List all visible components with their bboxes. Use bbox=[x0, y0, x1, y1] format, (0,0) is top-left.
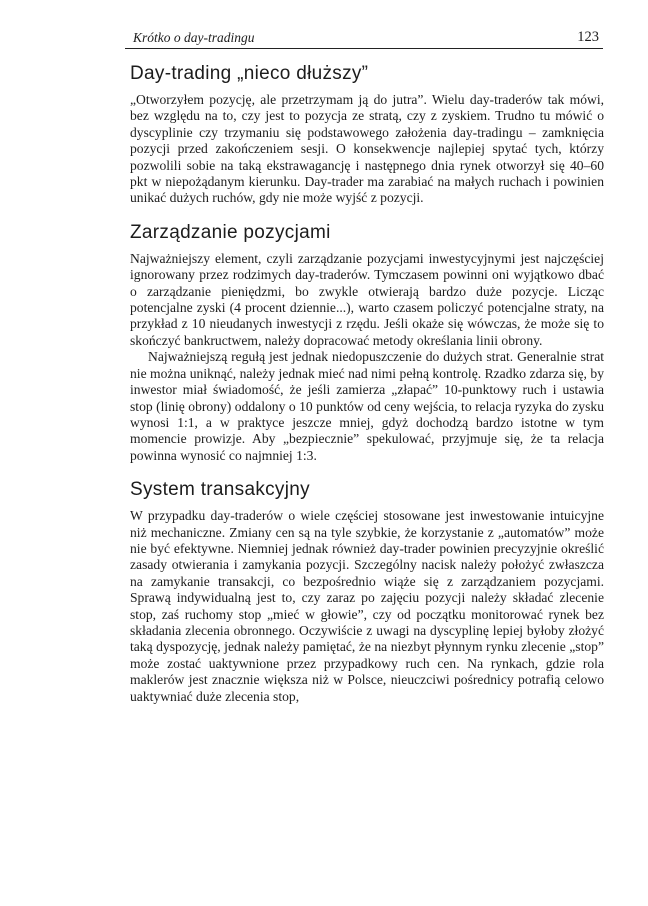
paragraph: „Otworzyłem pozycję, ale przetrzymam ją do jutra”. Wielu day-traderów tak mówi, bez względu na to, czy jest to pozycja ze stratą, czy z zyskiem. Trudno tu mówić o dyscyplinie czy trzymaniu się podstawowego założenia day-tradingu – zamknięcia pozycji przed zakończeniem sesji. O konsekwencje najlepiej spytać tych, którzy pozwolili sobie na taką ekstrawagancję i następnego dnia rynek otworzył się 40–60 pkt w niepożądanym kierunku. Day-trader ma zarabiać na małych ruchach i powinien unikać dużych ruchów, gdy nie może wyjść z pozycji. bbox=[130, 92, 604, 206]
paragraph: Najważniejszy element, czyli zarządzanie pozycjami inwestycyjnymi jest najczęściej ignorowany przez rodzimych day-traderów. Tymczasem powinni oni wyjątkowo dbać o zarządzanie pieniędzmi, bo zwykle otwierają bardzo duże pozycje. Licząc potencjalne zyski (4 procent dziennie...), warto czasem policzyć potencjalne straty, na przykład z 10 nieudanych inwestycji z rzędu. Jeśli okaże się wówczas, że może się to skończyć bankructwem, należy dopracować metody określania linii obrony. bbox=[130, 250, 604, 348]
paragraph: Najważniejszą regułą jest jednak niedopuszczenie do dużych strat. Generalnie strat nie można uniknąć, należy jednak mieć nad nimi pełną kontrolę. Rzadko zdarza się, by inwestor miał świadomość, że jeśli zamierza „złapać” 10-punktowy ruch i ustawia stop (linię obrony) oddalony o 10 punktów od ceny wejścia, to relacja ryzyka do zysku wynosi 1:1, a w praktyce jeszcze mniej, gdyż dochodzą bardzo istotne w tym momencie prowizje. Aby „bezpiecznie” spekulować, przyjmuje się, że ta relacja powinna wynosić co najmniej 1:3. bbox=[130, 349, 604, 463]
running-header bbox=[125, 28, 603, 49]
paragraph: W przypadku day-traderów o wiele częściej stosowane jest inwestowanie intuicyjne niż mechaniczne. Zmiany cen są na tyle szybkie, że korzystanie z „automatów” może nie być efektywne. Niemniej jednak również day-trader powinien precyzyjnie określić zasady otwierania i zamykania pozycji. Szczególny nacisk należy położyć zwłaszcza na zamykanie transakcji, co bezpośrednio wiąże się z zarządzaniem pozycjami. Sprawą indywidualną jest to, czy zaraz po zajęciu pozycji należy składać zlecenie stop, zaś ruchomy stop „mieć w głowie”, czy od początku monitorować rynek bez składania zlecenia obronnego. Oczywiście z uwagi na dyscyplinę lepiej byłoby złożyć taką dyspozycję, jednak należy pamiętać, że na niezbyt płynnym rynku zlecenie „stop” może zostać uaktywnione przez przypadkowy ruch cen. Na rynkach, gdzie rola maklerów jest znacznie większa niż w Polsce, nieuczciwi pośrednicy potrafią celowo uaktywniać duże zlecenia stop, bbox=[130, 508, 604, 704]
section-trading-system bbox=[130, 478, 604, 705]
page-content bbox=[130, 62, 604, 719]
running-title: Krótko o day-tradingu bbox=[133, 30, 255, 45]
section-heading: System transakcyjny bbox=[130, 479, 310, 501]
page-number: 123 bbox=[577, 29, 599, 45]
section-heading: Day-trading „nieco dłuższy” bbox=[130, 63, 369, 84]
section-position-management bbox=[130, 221, 604, 464]
section-day-trading bbox=[130, 62, 604, 207]
section-heading: Zarządzanie pozycjami bbox=[130, 221, 331, 243]
